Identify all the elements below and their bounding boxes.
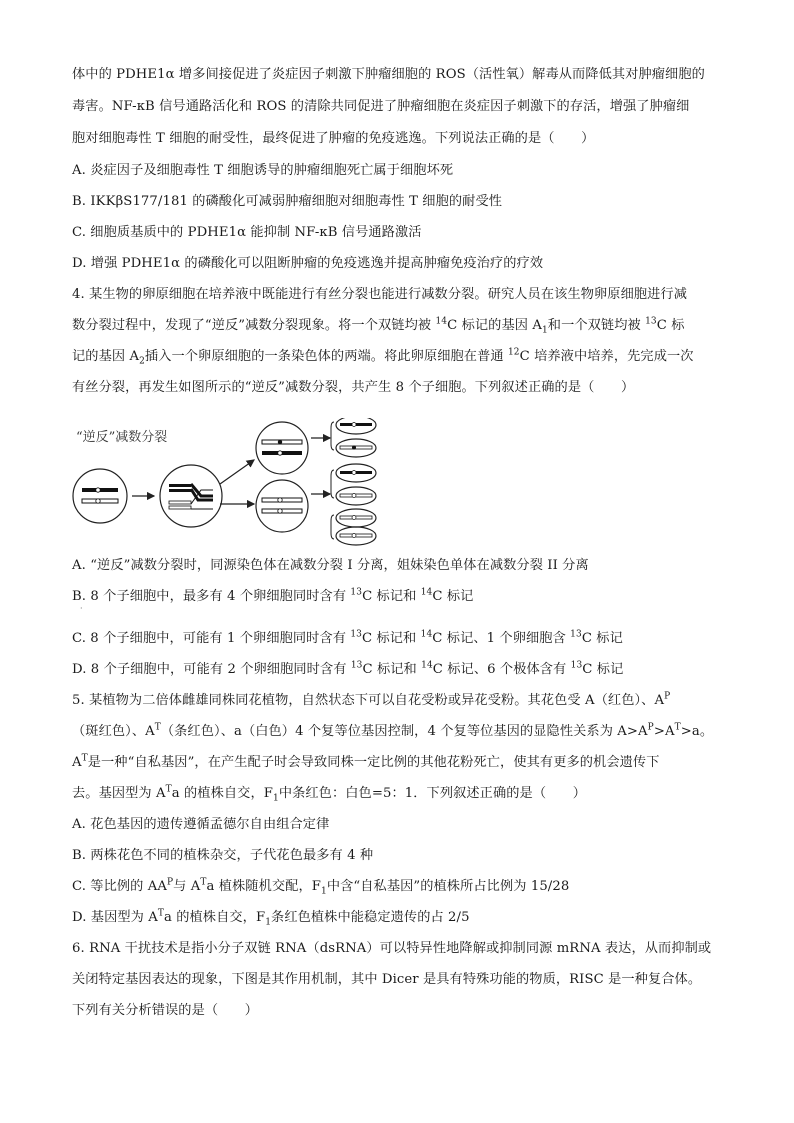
option-b: B. 8 个子细胞中，最多有 4 个卵细胞同时含有 $^{13}$C 标记和 $^{14}$C 标记 xyxy=(72,587,474,604)
option-d: D. 增强 PDHE1α 的磷酸化可以阻断肿瘤的免疫逃逸并提高肿瘤免疫治疗的疗效 xyxy=(72,256,544,271)
option-a: A. 炎症因子及细胞毒性 T 细胞诱导的肿瘤细胞死亡属于细胞坏死 xyxy=(72,163,454,178)
reverse-meiosis-diagram xyxy=(68,418,398,546)
option-c: C. 8 个子细胞中，可能有 1 个卵细胞同时含有 $^{13}$C 标记和 $^{14}$C 标记、1 个卵细胞含 $^{13}$C 标记 xyxy=(72,629,623,646)
cell-mi-bottom xyxy=(256,480,308,532)
question-6-text: 6. RNA 干扰技术是指小分子双链 RNA（dsRNA）可以特异性地降解或抑制同源 mRNA 表达，从而抑制或 xyxy=(72,941,712,956)
question-5-text: （斑红色）、$A^T$（条红色）、a（白色）4 个复等位基因控制，4 个复等位基因的显隐性关系为 $A>A^P>A^T>a$。 xyxy=(72,722,714,739)
option-a: A. 花色基因的遗传遵循孟德尔自由组合定律 xyxy=(72,817,330,832)
question-4-text: 有丝分裂，再发生如图所示的“逆反”减数分裂，共产生 8 个子细胞。下列叙述正确的是（ ） xyxy=(72,380,635,395)
question-5-text: 去。基因型为 $A^Ta$ 的植株自交，$F_1$中条红色：白色=5：1．下列叙述正确的是（ ） xyxy=(72,784,586,804)
cell-mi-top xyxy=(256,422,308,474)
option-d: D. 8 个子细胞中，可能有 2 个卵细胞同时含有 $^{13}$C 标记和 $^{14}$C 标记、6 个极体含有 $^{13}$C 标记 xyxy=(72,660,624,677)
option-c: C. 细胞质基质中的 PDHE1α 能抑制 NF-κB 信号通路激活 xyxy=(72,225,422,240)
option-c: C. 等比例的 $AA^P$与 $A^Ta$ 植株随机交配，$F_1$中含“自私基因”的植株所占比例为 15/28 xyxy=(72,877,570,897)
stray-dot: · xyxy=(80,604,83,613)
question-4-text: 4. 某生物的卵原细胞在培养液中既能进行有丝分裂也能进行减数分裂。研究人员在该生物卵原细胞进行减 xyxy=(72,287,688,302)
text-line: 体中的 PDHE1α 增多间接促进了炎症因子刺激下肿瘤细胞的 ROS（活性氧）解毒从而降低其对肿瘤细胞的 xyxy=(72,67,705,82)
option-b: B. 两株花色不同的植株杂交，子代花色最多有 4 种 xyxy=(72,848,374,863)
question-4-text: 记的基因 $A_2$插入一个卵原细胞的一条染色体的两端。将此卵原细胞在普通 $^{12}$C 培养液中培养，先完成一次 xyxy=(72,347,694,367)
question-5-text: $A^T$是一种“自私基因”，在产生配子时会导致同株一定比例的其他花粉死亡，使其有更多的机会遗传下 xyxy=(72,753,660,770)
option-a: A. “逆反”减数分裂时，同源染色体在减数分裂 I 分离，姐妹染色单体在减数分裂 II 分离 xyxy=(72,558,589,573)
diagram-caption: “逆反”减数分裂 xyxy=(76,430,168,445)
text-line: 胞对细胞毒性 T 细胞的耐受性，最终促进了肿瘤的免疫逃逸。下列说法正确的是（ ） xyxy=(72,131,595,146)
question-6-text: 下列有关分析错误的是（ ） xyxy=(72,1003,259,1018)
question-5-text: 5. 某植物为二倍体雌雄同株同花植物，自然状态下可以自花受粉或异花受粉。其花色受 A（红色）、$A^P$ xyxy=(72,691,671,708)
question-4-text: 数分裂过程中，发现了“逆反”减数分裂现象。将一个双链均被 $^{14}$C 标记的基因 $A_1$和一个双链均被 $^{13}$C 标 xyxy=(72,316,685,336)
question-6-text: 关闭特定基因表达的现象，下图是其作用机制，其中 Dicer 是具有特殊功能的物质，RISC 是一种复合体。 xyxy=(72,972,702,987)
cell-start xyxy=(73,469,127,523)
text-line: 毒害。NF-κB 信号通路活化和 ROS 的清除共同促进了肿瘤细胞在炎症因子刺激下的存活，增强了肿瘤细 xyxy=(72,99,690,114)
option-d: D. 基因型为 $A^Ta$ 的植株自交，$F_1$条红色植株中能稳定遗传的占 2/5 xyxy=(72,908,470,928)
option-b: B. IKKβS177/181 的磷酸化可减弱肿瘤细胞对细胞毒性 T 细胞的耐受性 xyxy=(72,194,503,209)
